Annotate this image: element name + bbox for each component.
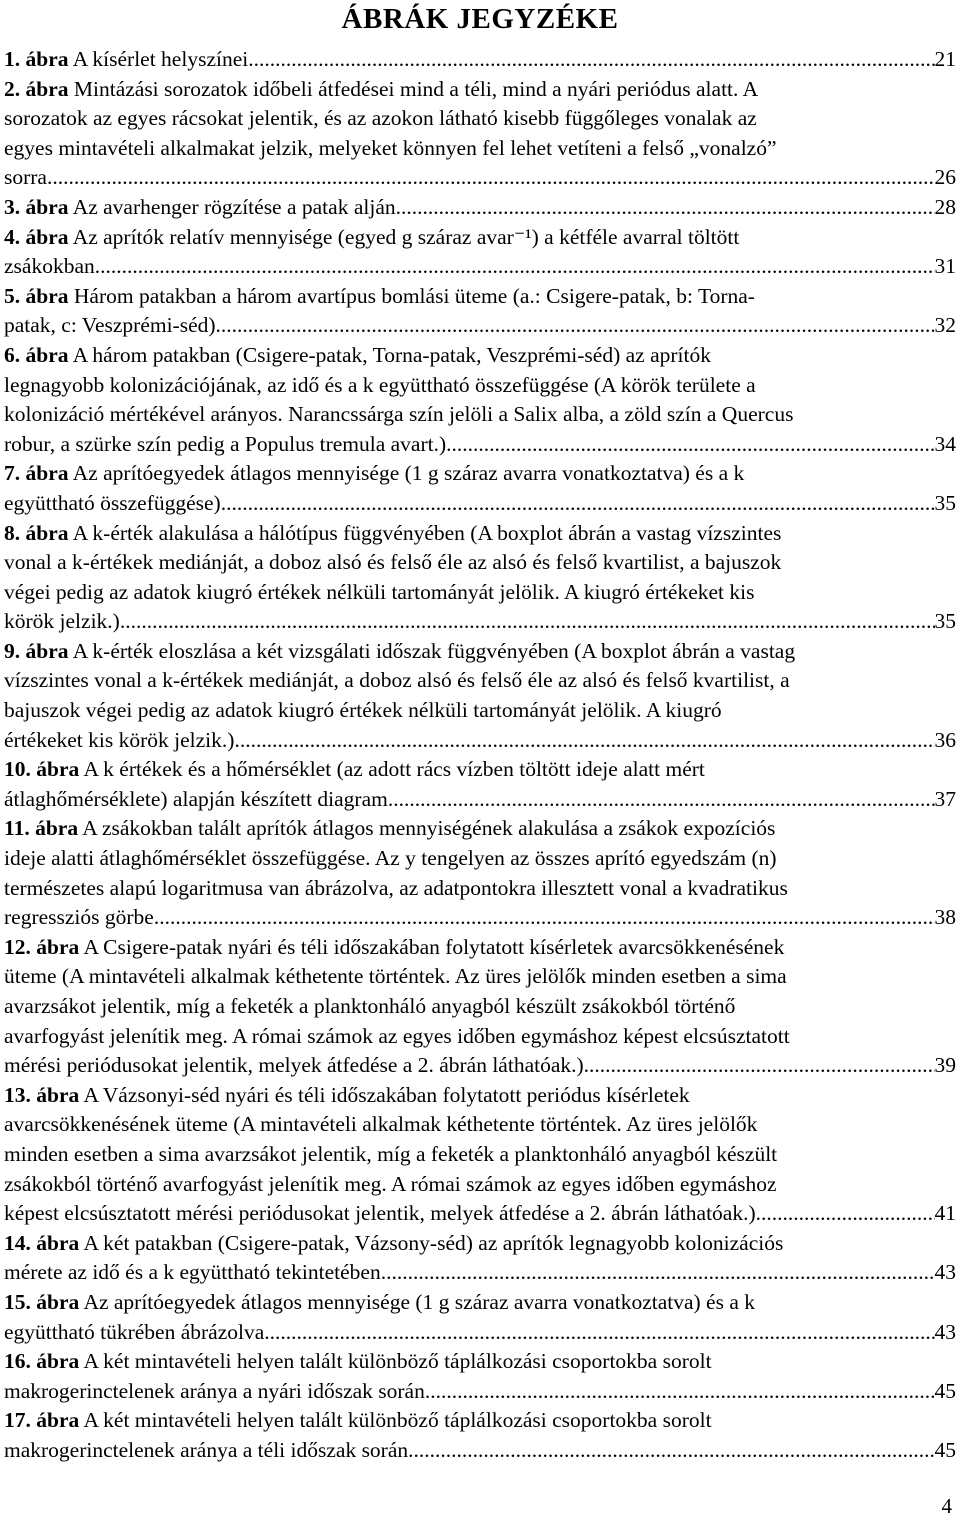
figure-label: ábra (36, 1408, 80, 1433)
figure-entry-line (4, 814, 956, 844)
figure-entry (4, 282, 956, 341)
figure-entry (4, 1406, 956, 1465)
figure-entry-line (4, 104, 956, 134)
figure-caption-lead (4, 1436, 408, 1466)
figure-entry (4, 755, 956, 814)
figure-caption-lead (4, 163, 52, 193)
figure-label: ábra (35, 816, 79, 841)
figure-entry (4, 637, 956, 755)
dot-leader (584, 1051, 935, 1081)
figure-page-number: 26 (934, 165, 956, 190)
figure-label: ábra (36, 934, 80, 959)
figure-entry-line (4, 844, 956, 874)
figure-caption-text: A k értékek és a hőmérséklet (az adott rács vízben töltött ideje alatt mért (79, 757, 705, 782)
figure-page-number: 37 (934, 786, 956, 811)
figure-page-number: 35 (934, 490, 956, 515)
figure-caption-text: végei pedig az adatok kiugró értékek nélküli tartományát jelölik. A kiugró értékeket kis (4, 579, 755, 604)
figure-entry (4, 45, 956, 75)
figure-page-number: 36 (934, 727, 956, 752)
figure-caption-text: A három patakban (Csigere-patak, Torna-patak, Veszprémi-séd) az aprítók (68, 342, 711, 367)
dot-leader (446, 430, 934, 460)
figure-entry-line (4, 371, 956, 401)
figure-number: 10. (4, 757, 31, 782)
figure-entry (4, 193, 956, 223)
figure-caption-lead (4, 726, 234, 756)
figure-label: ábra (25, 461, 69, 486)
figure-label: ábra (25, 520, 69, 545)
figure-entry-line (4, 75, 956, 105)
figure-entry-last-line (4, 607, 956, 637)
figure-caption-lead (4, 1258, 381, 1288)
figure-caption-text: mérési periódusokat jelentik, melyek átfedése a 2. ábrán láthatóak.) (4, 1053, 584, 1078)
figure-page-number: 32 (934, 313, 956, 338)
figure-label: ábra (36, 1082, 80, 1107)
page-title: ÁBRÁK JEGYZÉKE (341, 3, 619, 35)
figure-entry-last-line (4, 785, 956, 815)
figure-entry (4, 519, 956, 637)
figure-caption-lead (4, 903, 159, 933)
figure-number: 16. (4, 1349, 31, 1374)
figure-caption-text: Az avarhenger rögzítése a patak alján (68, 194, 396, 219)
figure-entry-line (4, 696, 956, 726)
figure-label: ábra (25, 638, 69, 663)
figure-entry (4, 1081, 956, 1229)
figure-label: ábra (36, 1289, 80, 1314)
figure-entry-last-line (4, 1436, 956, 1466)
figure-caption-text: zsákokban (4, 254, 95, 279)
figure-entry (4, 933, 956, 1081)
figure-caption-text: Mintázási sorozatok időbeli átfedései mind a téli, mind a nyári periódus alatt. A (68, 76, 759, 101)
figure-caption-lead (4, 430, 446, 460)
figure-entry-line (4, 1229, 956, 1259)
figure-number: 9. (4, 638, 21, 663)
figure-entry (4, 223, 956, 282)
figure-label: ábra (36, 1230, 80, 1255)
dot-leader (408, 1436, 934, 1466)
figure-caption-lead (4, 311, 216, 341)
figure-entry-last-line (4, 726, 956, 756)
figure-caption-text: kolonizáció mértékével arányos. Narancssárga szín jelöli a Salix alba, a zöld szín a Quercus (4, 402, 794, 427)
figure-entry-line (4, 1288, 956, 1318)
figure-entry (4, 459, 956, 518)
figure-number: 4. (4, 224, 21, 249)
dot-leader (216, 311, 935, 341)
figure-number: 13. (4, 1082, 31, 1107)
dot-leader (264, 1318, 934, 1348)
figure-caption-text: ideje alatti átlaghőmérséklet összefüggése. Az y tengelyen az összes aprító egyedszám (n) (4, 846, 777, 871)
figure-caption-text: avarzsákot jelentik, míg a feketék a planktonháló anyagból készült zsákokból történő (4, 994, 736, 1018)
figure-caption-text: A k-érték alakulása a hálótípus függvényében (A boxplot ábrán a vastag vízszintes (68, 520, 782, 545)
figure-caption-text: Három patakban a három avartípus bomlási üteme (a.: Csigere-patak, b: Torna- (68, 283, 755, 308)
figure-caption-text: A kísérlet helyszínei (68, 47, 249, 71)
figure-caption-text: makrogerinctelenek aránya a téli időszak során (4, 1437, 409, 1462)
figure-page-number: 43 (934, 1319, 956, 1344)
figure-entry-last-line (4, 45, 956, 75)
figure-number: 14. (4, 1230, 31, 1255)
figure-caption-text: Az aprítók relatív mennyisége (egyed g száraz avar⁻¹) a kétféle avarral töltött (68, 224, 740, 249)
page-number: 4 (941, 1494, 952, 1518)
figure-caption-text: együttható összefüggése) (4, 490, 221, 515)
figure-caption-text: körök jelzik.) (4, 609, 120, 634)
figure-page-number: 45 (934, 1437, 956, 1462)
figure-entry-line (4, 548, 956, 578)
figure-entry-last-line (4, 1318, 956, 1348)
figure-label: ábra (36, 757, 80, 782)
figure-caption-lead (4, 607, 120, 637)
figure-number: 3. (4, 194, 21, 219)
figure-number: 12. (4, 934, 31, 959)
figure-caption-text: zsákokból történő avarfogyást jelenítik meg. A római számok az egyes időben egymáshoz (4, 1171, 777, 1196)
figure-label: ábra (25, 194, 69, 219)
figure-entry-line (4, 755, 956, 785)
figure-caption-text: makrogerinctelenek aránya a nyári időszak során (4, 1378, 425, 1403)
figure-caption-text: regressziós görbe. (4, 905, 160, 930)
figure-caption-text: sorozatok az egyes rácsokat jelentik, és az azokon látható kisebb függőleges vonalak az (4, 106, 757, 131)
figure-entry-last-line (4, 1051, 956, 1081)
figure-entry-line (4, 341, 956, 371)
figure-entry-last-line (4, 1258, 956, 1288)
figure-page-number: 43 (934, 1260, 956, 1285)
figure-caption-text: Az aprítóegyedek átlagos mennyisége (1 g száraz avarra vonatkoztatva) és a k (79, 1289, 756, 1314)
dot-leader (221, 489, 935, 519)
figure-entry-line (4, 1140, 956, 1170)
figure-page-number: 28 (934, 194, 956, 219)
figure-number: 5. (4, 283, 21, 308)
figure-entry-last-line (4, 903, 956, 933)
figure-caption-text: A két patakban (Csigere-patak, Vázsony-séd) az aprítók legnagyobb kolonizációs (79, 1230, 784, 1255)
figure-label: ábra (25, 224, 69, 249)
figure-caption-lead (4, 1377, 425, 1407)
figure-caption-text: átlaghőmérséklete) alapján készített diagram (4, 786, 388, 811)
figure-caption-text: A két mintavételi helyen talált különböző táplálkozási csoportokba sorolt (79, 1349, 712, 1374)
figure-entry-last-line (4, 193, 956, 223)
figure-entry-line (4, 282, 956, 312)
figure-entry (4, 341, 956, 459)
figure-caption-lead (4, 45, 248, 75)
figure-entry-line (4, 400, 956, 430)
figure-caption-text: vonal a k-értékek mediánját, a doboz alsó és felső éle az alsó és felső kvartilist, a bajuszok (4, 550, 782, 575)
figure-caption-lead (4, 1318, 264, 1348)
figure-caption-lead (4, 785, 388, 815)
figure-number: 1. (4, 47, 21, 71)
figure-number: 6. (4, 342, 21, 367)
figure-caption-text: patak, c: Veszprémi-séd) (4, 313, 216, 338)
figure-label: ábra (25, 47, 69, 71)
figure-entry-last-line (4, 430, 956, 460)
figure-caption-text: avarcsökkenésének üteme (A mintavételi alkalmak kéthetente történtek. Az üres jelölők (4, 1112, 758, 1137)
figure-caption-lead (4, 193, 396, 223)
figure-caption-text: A Vázsonyi-séd nyári és téli időszakában folytatott periódus kísérletek (79, 1082, 690, 1107)
figure-page-number: 21 (934, 47, 956, 71)
figure-caption-text: A k-érték eloszlása a két vizsgálati időszak függvényében (A boxplot ábrán a vastag (68, 638, 796, 663)
figure-entry-line (4, 962, 956, 992)
figure-caption-text: avarfogyást jelenítik meg. A római számok az egyes időben egymáshoz képest elcsúsztatott (4, 1023, 790, 1048)
figure-entry-line (4, 992, 956, 1022)
figure-caption-text: A Csigere-patak nyári és téli időszakában folytatott kísérletek avarcsökkenésének (79, 934, 785, 959)
dot-leader (756, 1199, 935, 1229)
figure-entry-line (4, 1170, 956, 1200)
figure-label: ábra (36, 1349, 80, 1374)
figure-entry-line (4, 1110, 956, 1140)
figure-entry-line (4, 1081, 956, 1111)
figure-caption-lead (4, 252, 95, 282)
figure-label: ábra (25, 76, 69, 101)
figure-entry-line (4, 933, 956, 963)
figure-entry (4, 75, 956, 193)
figure-number: 2. (4, 76, 21, 101)
figure-entry-line (4, 134, 956, 164)
figure-entry-line (4, 1347, 956, 1377)
figure-entry-last-line (4, 489, 956, 519)
figure-entry (4, 1229, 956, 1288)
figure-entry-last-line (4, 163, 956, 193)
dot-leader (381, 1258, 935, 1288)
figure-number: 8. (4, 520, 21, 545)
figure-caption-text: A két mintavételi helyen talált különböző táplálkozási csoportokba sorolt (79, 1408, 712, 1433)
figure-caption-text: minden esetben a sima avarzsákot jelentik, míg a feketék a planktonháló anyagból készült (4, 1141, 778, 1166)
figure-caption-text: értékeket kis körök jelzik.) (4, 727, 235, 752)
dot-leader (396, 193, 935, 223)
figure-caption-lead (4, 1051, 584, 1081)
figure-entry-last-line (4, 311, 956, 341)
dot-leader (234, 726, 934, 756)
dot-leader (95, 252, 935, 282)
figure-number: 7. (4, 461, 21, 486)
figure-caption-text: bajuszok végei pedig az adatok kiugró értékek nélküli tartományát jelölik. A kiugró (4, 698, 722, 723)
figure-number: 15. (4, 1289, 31, 1314)
dot-leader (120, 607, 935, 637)
figure-caption-text: mérete az idő és a k együttható tekintetében (4, 1260, 381, 1285)
figure-entry-line (4, 874, 956, 904)
figure-entry (4, 814, 956, 932)
figure-label: ábra (25, 342, 69, 367)
figure-caption-text: képest elcsúsztatott mérési periódusokat jelentik, melyek átfedése a 2. ábrán láthatóak.) (4, 1201, 756, 1226)
figure-caption-text: üteme (A mintavételi alkalmak kéthetente történtek. Az üres jelölők minden esetben a sima (4, 964, 787, 989)
dot-leader (248, 45, 934, 75)
figure-entry (4, 1288, 956, 1347)
figure-entry-line (4, 666, 956, 696)
figure-entry-line (4, 1022, 956, 1052)
figure-caption-text: Az aprítóegyedek átlagos mennyisége (1 g száraz avarra vonatkoztatva) és a k (68, 461, 745, 486)
figure-label: ábra (25, 283, 69, 308)
figure-page-number: 41 (934, 1201, 956, 1226)
figure-caption-text: A zsákokban talált aprítók átlagos mennyiségének alakulása a zsákok expozíciós (78, 816, 776, 841)
figure-caption-lead (4, 489, 221, 519)
figure-entry-line (4, 1406, 956, 1436)
dot-leader (388, 785, 935, 815)
dot-leader (52, 163, 934, 193)
figure-entry-line (4, 519, 956, 549)
figure-caption-text: sorra. (4, 165, 53, 190)
figure-caption-text: egyes mintavételi alkalmakat jelzik, melyeket könnyen fel lehet vetíteni a felső „vonalzó” (4, 135, 777, 160)
figure-page-number: 31 (934, 254, 956, 279)
figure-page-number: 35 (934, 609, 956, 634)
figure-caption-text: természetes alapú logaritmusa van ábrázolva, az adatpontokra illesztett vonal a kvadratikus (4, 875, 788, 900)
figure-page-number: 39 (934, 1053, 956, 1078)
figure-entry-line (4, 578, 956, 608)
dot-leader (425, 1377, 935, 1407)
figure-page-number: 34 (934, 431, 956, 456)
figure-entry (4, 1347, 956, 1406)
figure-caption-text: robur, a szürke szín pedig a Populus tremula avart.) (4, 431, 447, 456)
figure-entry-last-line (4, 1377, 956, 1407)
figure-page-number: 45 (934, 1378, 956, 1403)
figure-list (4, 45, 956, 1466)
figure-entry-line (4, 223, 956, 253)
figure-caption-lead (4, 1199, 756, 1229)
figure-entry-line (4, 459, 956, 489)
figure-caption-text: együttható tükrében ábrázolva (4, 1319, 265, 1344)
figure-entry-last-line (4, 252, 956, 282)
figure-caption-text: vízszintes vonal a k-értékek mediánját, a doboz alsó és felső éle az alsó és felső kvartilist, a (4, 668, 790, 693)
figure-number: 11. (4, 816, 30, 841)
figure-page-number: 38 (934, 905, 956, 930)
figure-entry-line (4, 637, 956, 667)
figure-entry-last-line (4, 1199, 956, 1229)
figure-number: 17. (4, 1408, 31, 1433)
dot-leader (159, 903, 934, 933)
figure-caption-text: legnagyobb kolonizációjának, az idő és a k együttható összefüggése (A körök területe a (4, 372, 756, 397)
